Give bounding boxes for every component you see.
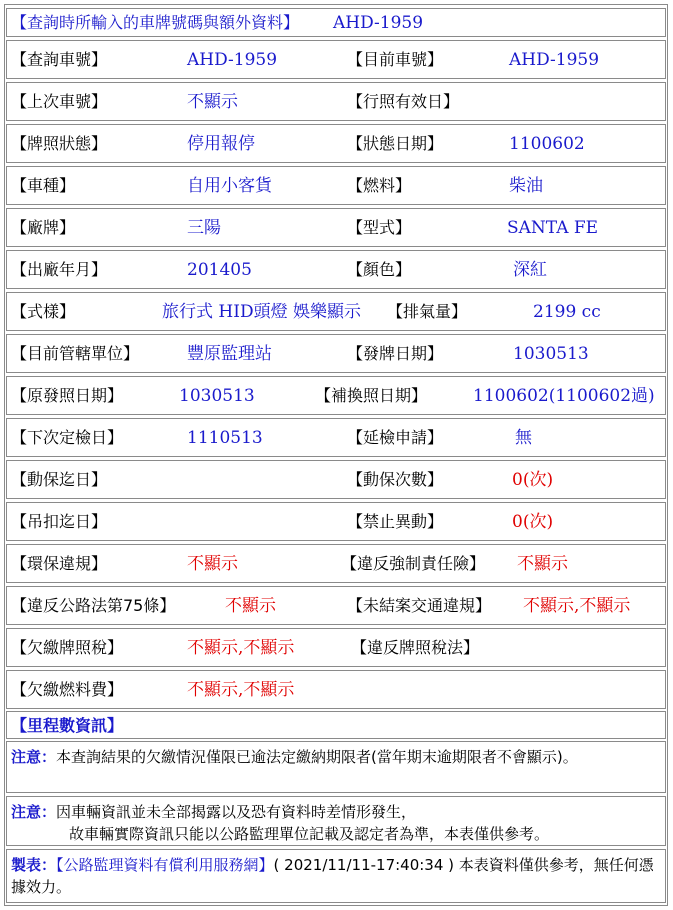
- footer-box: [6, 849, 666, 903]
- field-value: AHD-1959: [509, 50, 600, 70]
- note2-key: 注意：: [11, 803, 57, 821]
- info-row: [6, 124, 666, 163]
- title-row: [6, 8, 666, 37]
- field-label: 【違反牌照稅法】: [351, 638, 480, 657]
- info-row: [6, 40, 666, 79]
- info-row: [6, 628, 666, 667]
- info-row: [6, 586, 666, 625]
- info-row: [6, 418, 666, 457]
- title-label: 【查詢時所輸入的車牌號碼與額外資料】: [11, 13, 300, 32]
- field-value: 柴油: [509, 176, 543, 196]
- field-label: 【式樣】: [11, 302, 76, 321]
- field-value: 無: [515, 428, 532, 448]
- field-label: 【查詢車號】: [11, 50, 108, 69]
- field-value: 1100602(1100602過): [473, 386, 655, 406]
- note2-line1-block: [11, 801, 416, 823]
- footer-key: 製表：: [11, 856, 57, 874]
- field-label: 【欠繳牌照稅】: [11, 638, 124, 657]
- field-label: 【目前管轄單位】: [11, 344, 140, 363]
- info-row: [6, 460, 666, 499]
- field-label: 【禁止異動】: [347, 512, 444, 531]
- field-value: 自用小客貨: [187, 176, 272, 196]
- field-label: 【延檢申請】: [347, 428, 444, 447]
- info-row: [6, 82, 666, 121]
- field-label: 【狀態日期】: [347, 134, 444, 153]
- field-value: 1110513: [187, 428, 263, 448]
- field-label: 【未結案交通違規】: [347, 596, 492, 615]
- info-row: [6, 250, 666, 289]
- info-row: [6, 334, 666, 373]
- field-value: 0(次): [512, 512, 554, 532]
- field-value: 1030513: [179, 386, 255, 406]
- field-value: 不顯示,不顯示: [187, 680, 295, 700]
- info-row: [6, 376, 666, 415]
- field-value: 豐原監理站: [187, 344, 272, 364]
- field-value: 不顯示,不顯示: [523, 596, 631, 616]
- field-label: 【顏色】: [347, 260, 412, 279]
- info-row: [6, 544, 666, 583]
- field-value: 停用報停: [187, 134, 255, 154]
- field-label: 【上次車號】: [11, 92, 108, 111]
- field-label: 【廠牌】: [11, 218, 76, 237]
- field-label: 【燃料】: [347, 176, 412, 195]
- title-plate: AHD-1959: [333, 13, 424, 33]
- note1-text: 本查詢結果的欠繳情況僅限已逾法定繳納期限者(當年期末逾期限者不會顯示)。: [56, 748, 578, 766]
- field-label: 【型式】: [347, 218, 412, 237]
- field-value: 不顯示: [517, 554, 568, 574]
- field-value: 2199 cc: [533, 302, 601, 322]
- info-row: [6, 670, 666, 709]
- footer-text: ( 2021/11/11-17:40:34 ) 本表資料僅供參考，無任何憑據效力。: [11, 856, 654, 896]
- field-value: SANTA FE: [507, 218, 599, 238]
- field-label: 【違反公路法第75條】: [11, 596, 176, 615]
- field-label: 【發牌日期】: [347, 344, 444, 363]
- field-value: 1100602: [509, 134, 585, 154]
- field-label: 【牌照狀態】: [11, 134, 108, 153]
- note1-box: [6, 741, 666, 793]
- info-row: [6, 208, 666, 247]
- field-value: 三陽: [187, 218, 221, 238]
- field-label: 【原發照日期】: [11, 386, 124, 405]
- footer-text-block: [11, 854, 659, 898]
- mileage-header: 【里程數資訊】: [11, 716, 124, 735]
- field-label: 【欠繳燃料費】: [11, 680, 124, 699]
- field-label: 【補換照日期】: [315, 386, 428, 405]
- field-label: 【吊扣迄日】: [11, 512, 108, 531]
- field-value: 不顯示: [225, 596, 276, 616]
- note2-line1: 因車輛資訊並未全部揭露以及恐有資料時差情形發生，: [56, 803, 417, 821]
- field-label: 【違反強制責任險】: [341, 554, 486, 573]
- field-label: 【行照有效日】: [347, 92, 460, 111]
- field-value: 不顯示: [187, 554, 238, 574]
- info-row: [6, 292, 666, 331]
- field-value: 0(次): [512, 470, 554, 490]
- field-value: AHD-1959: [187, 50, 278, 70]
- note1-text-block: [11, 746, 659, 768]
- field-value: 旅行式 HID頭燈 娛樂顯示: [162, 302, 361, 322]
- field-label: 【動保次數】: [347, 470, 444, 489]
- note1-key: 注意：: [11, 748, 57, 766]
- note2-line2: 故車輛實際資訊只能以公路監理單位記載及認定者為準，本表僅供參考。: [69, 825, 550, 843]
- field-label: 【出廠年月】: [11, 260, 108, 279]
- mileage-header-row: [6, 711, 666, 739]
- field-value: 深紅: [513, 260, 547, 280]
- field-value: 不顯示,不顯示: [187, 638, 295, 658]
- field-value: 201405: [187, 260, 252, 280]
- field-label: 【下次定檢日】: [11, 428, 124, 447]
- service-site-link[interactable]: 【公路監理資料有償利用服務網】: [56, 856, 274, 874]
- note2-box: [6, 796, 666, 846]
- field-label: 【動保迄日】: [11, 470, 108, 489]
- field-label: 【排氣量】: [387, 302, 468, 321]
- info-row: [6, 502, 666, 541]
- field-value: 1030513: [513, 344, 589, 364]
- field-label: 【目前車號】: [347, 50, 444, 69]
- info-row: [6, 166, 666, 205]
- field-value: 不顯示: [187, 92, 238, 112]
- field-label: 【環保違規】: [11, 554, 108, 573]
- field-label: 【車種】: [11, 176, 76, 195]
